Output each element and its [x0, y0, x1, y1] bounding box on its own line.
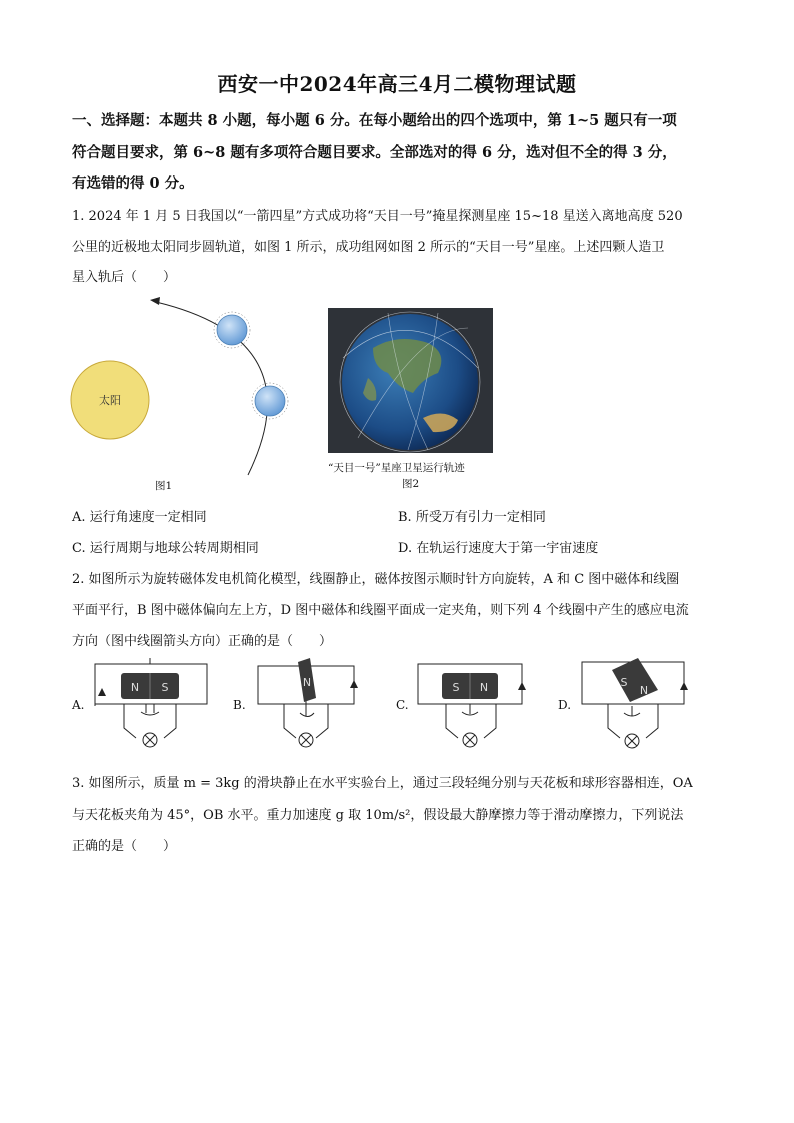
q2-figure-b: [250, 658, 360, 753]
earth-circle-lower: [255, 386, 285, 416]
orbit-arc: [156, 302, 267, 475]
section-instructions-line2: 符合题目要求，第 6~8 题有多项符合题目要求。全部选对的得 6 分，选对但不全的得 3 分，: [72, 144, 677, 161]
q1-option-b[interactable]: B. 所受万有引力一定相同: [398, 510, 546, 525]
q2-text-line3: 方向（图中线圈箭头方向）正确的是（ ）: [72, 634, 333, 649]
figure2-subtitle: “天目一号”星座卫星运行轨迹: [328, 462, 465, 474]
q1-text-line1: 1. 2024 年 1 月 5 日我国以“一箭四星”方式成功将“天目一号”掩星探测星座 15~18 星送入离地高度 520: [72, 209, 683, 224]
q3-text-line3: 正确的是（ ）: [72, 839, 177, 854]
svg-text:N: N: [302, 676, 312, 689]
svg-text:N: N: [639, 684, 649, 697]
svg-text:S: S: [161, 681, 169, 694]
figure2-caption: 图2: [402, 478, 420, 490]
q3-text-line1: 3. 如图所示，质量 m = 3kg 的滑块静止在水平实验台上，通过三段轻绳分别与天花板和球形容器相连，OA: [72, 776, 693, 791]
q2-figure-a: [88, 658, 213, 753]
section-instructions-line3: 有选错的得 0 分。: [72, 175, 194, 192]
svg-text:N: N: [130, 681, 140, 694]
figure1-orbit-diagram: [64, 290, 304, 490]
svg-text:S: S: [620, 676, 628, 689]
svg-text:S: S: [452, 681, 460, 694]
q2-fig-a-label[interactable]: A.: [72, 698, 85, 712]
figure2-earth-image: [328, 308, 493, 453]
sun-label: 太阳: [99, 394, 121, 407]
figure1-caption: 图1: [155, 480, 173, 492]
q2-fig-d-label[interactable]: D.: [558, 698, 572, 712]
q3-text-line2: 与天花板夹角为 45°，OB 水平。重力加速度 g 取 10m/s²，假设最大静摩擦力等于滑动摩擦力，下列说法: [72, 808, 684, 823]
q2-fig-c-label[interactable]: C.: [396, 698, 409, 712]
q1-option-d[interactable]: D. 在轨运行速度大于第一宇宙速度: [398, 541, 599, 556]
q2-figure-c: [412, 658, 527, 753]
q1-option-a[interactable]: A. 运行角速度一定相同: [72, 510, 207, 525]
q1-option-c[interactable]: C. 运行周期与地球公转周期相同: [72, 541, 259, 556]
page-title: 西安一中2024年高三4月二模物理试题: [217, 72, 577, 96]
q2-fig-b-label[interactable]: B.: [233, 698, 246, 712]
q1-text-line2: 公里的近极地太阳同步圆轨道，如图 1 所示，成功组网如图 2 所示的“天目一号”星座。上述四颗人造卫: [72, 240, 665, 255]
svg-text:N: N: [479, 681, 489, 694]
earth-circle-upper: [217, 315, 247, 345]
q1-text-line3: 星入轨后（ ）: [72, 270, 177, 285]
q2-text-line1: 2. 如图所示为旋转磁体发电机简化模型，线圈静止，磁体按图示顺时针方向旋转，A 和 C 图中磁体和线圈: [72, 572, 680, 587]
q2-figure-d: [574, 656, 689, 753]
q2-text-line2: 平面平行，B 图中磁体偏向左上方，D 图中磁体和线圈平面成一定夹角，则下列 4 个线圈中产生的感应电流: [72, 603, 689, 618]
orbit-arrow: [150, 297, 160, 305]
section-instructions-line1: 一、选择题：本题共 8 小题，每小题 6 分。在每小题给出的四个选项中，第 1~5 题只有一项: [72, 112, 677, 129]
